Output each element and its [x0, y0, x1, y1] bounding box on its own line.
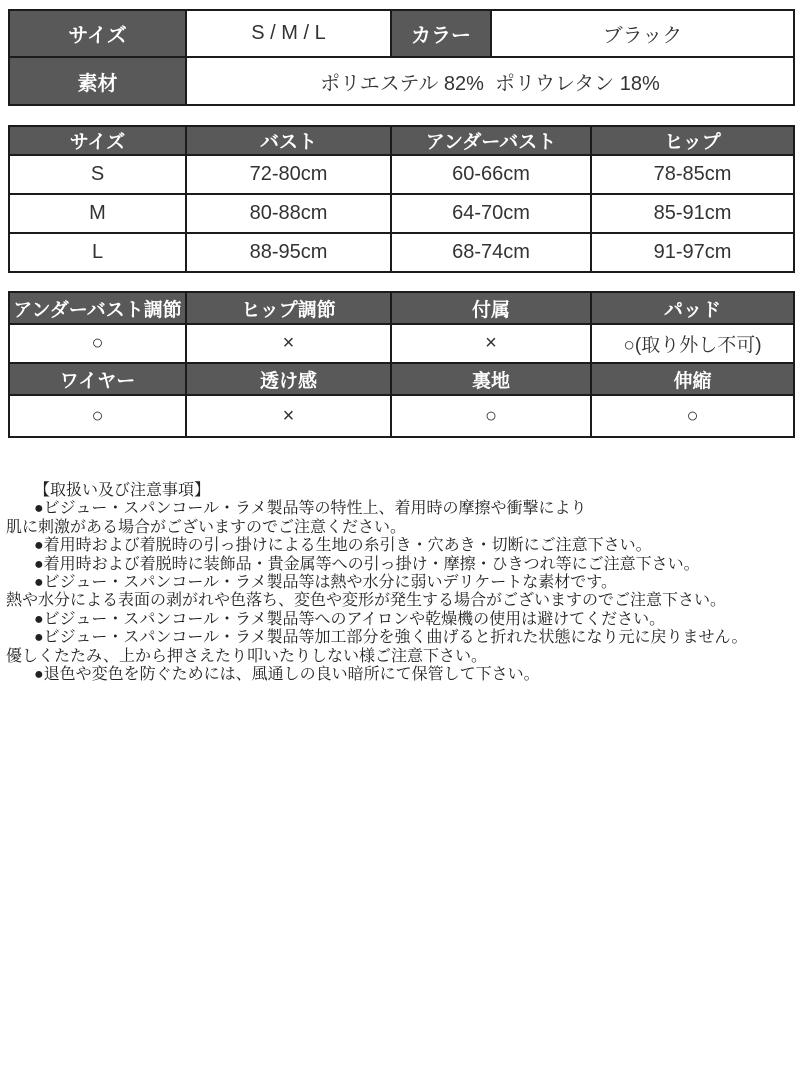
spec-color-value: ブラック [491, 10, 794, 57]
feature-value-hip-adjust: × [186, 324, 391, 363]
size-chart-cell: 91-97cm [591, 233, 794, 272]
care-note-line: 熱や水分による表面の剥がれや色落ち、変色や変形が発生する場合がございますのでご注意下さい。 [6, 592, 727, 610]
product-spec-table [8, 9, 795, 106]
size-chart-cell: 88-95cm [186, 233, 391, 272]
spec-color-label: カラー [391, 10, 491, 57]
feature-header-accessory: 付属 [391, 292, 591, 324]
feature-value-lining: ○ [391, 395, 591, 437]
feature-header-stretch: 伸縮 [591, 363, 794, 395]
size-chart-cell: 80-88cm [186, 194, 391, 233]
care-note-line: ●ビジュー・スパンコール・ラメ製品等加工部分を強く曲げると折れた状態になり元に戻りません。 [34, 629, 748, 647]
care-note-line: ●ビジュー・スパンコール・ラメ製品等へのアイロンや乾燥機の使用は避けてください。 [34, 610, 666, 628]
feature-header-wire: ワイヤー [9, 363, 186, 395]
feature-header-underbust-adjust: アンダーバスト調節 [9, 292, 186, 324]
care-note-line: ●退色や変色を防ぐためには、風通しの良い暗所にて保管して下さい。 [34, 666, 540, 684]
feature-header-lining: 裏地 [391, 363, 591, 395]
size-chart-cell: 68-74cm [391, 233, 591, 272]
size-chart-row-m [9, 194, 794, 233]
size-chart-cell: M [9, 194, 186, 233]
size-chart-row-s [9, 155, 794, 194]
feature-value-pad: ○(取り外し不可) [591, 324, 794, 363]
size-chart-cell: 85-91cm [591, 194, 794, 233]
feature-value-stretch: ○ [591, 395, 794, 437]
size-chart-table [8, 125, 795, 273]
size-chart-cell: 78-85cm [591, 155, 794, 194]
spec-size-value: S / M / L [186, 10, 391, 57]
size-chart-cell: S [9, 155, 186, 194]
feature-header-hip-adjust: ヒップ調節 [186, 292, 391, 324]
feature-table [8, 291, 795, 438]
size-chart-cell: L [9, 233, 186, 272]
care-note-line: ●ビジュー・スパンコール・ラメ製品等は熱や水分に弱いデリケートな素材です。 [34, 574, 617, 592]
feature-value-accessory: × [391, 324, 591, 363]
care-note-line: ●ビジュー・スパンコール・ラメ製品等の特性上、着用時の摩擦や衝撃により [34, 500, 587, 518]
spec-material-label: 素材 [9, 57, 186, 105]
size-chart-header-bust: バスト [186, 126, 391, 155]
size-chart-header-hip: ヒップ [591, 126, 794, 155]
size-chart-header-underbust: アンダーバスト [391, 126, 591, 155]
size-chart-row-l [9, 233, 794, 272]
feature-value-underbust-adjust: ○ [9, 324, 186, 363]
spec-material-value: ポリエステル 82% ポリウレタン 18% [186, 57, 794, 105]
feature-header-sheerness: 透け感 [186, 363, 391, 395]
spec-size-label: サイズ [9, 10, 186, 57]
size-chart-cell: 60-66cm [391, 155, 591, 194]
care-notes [6, 482, 798, 684]
feature-value-sheerness: × [186, 395, 391, 437]
care-note-line: ●着用時および着脱時に装飾品・貴金属等への引っ掛け・摩擦・ひきつれ等にご注意下さい。 [34, 555, 700, 573]
care-note-line: 肌に刺激がある場合がございますのでご注意ください。 [6, 518, 407, 536]
size-chart-header-size: サイズ [9, 126, 186, 155]
size-chart-cell: 64-70cm [391, 194, 591, 233]
care-note-line: 優しくたたみ、上から押さえたり叩いたりしない様ご注意下さい。 [6, 647, 487, 665]
feature-value-wire: ○ [9, 395, 186, 437]
care-notes-title: 【取扱い及び注意事項】 [34, 482, 211, 499]
feature-header-pad: パッド [591, 292, 794, 324]
size-chart-cell: 72-80cm [186, 155, 391, 194]
care-note-line: ●着用時および着脱時の引っ掛けによる生地の糸引き・穴あき・切断にご注意下さい。 [34, 537, 652, 555]
